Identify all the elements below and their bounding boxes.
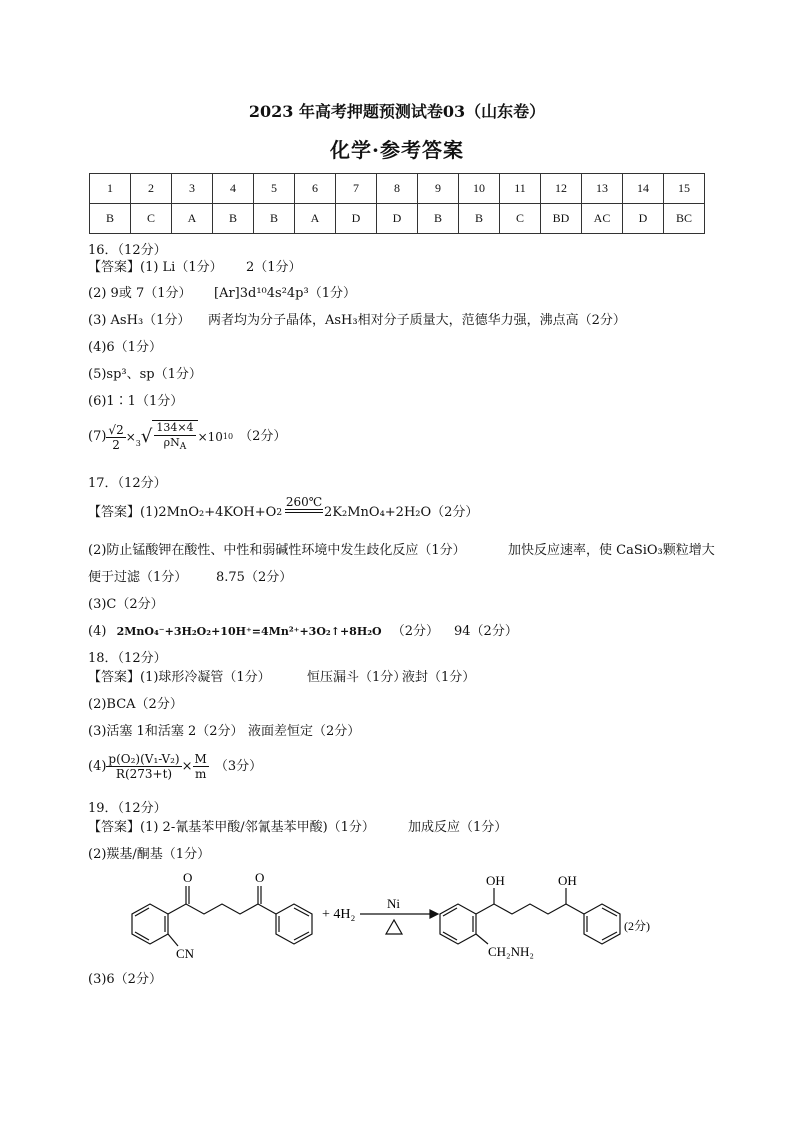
- q18-answer-4-times: ×: [181, 758, 193, 774]
- product-chain: [476, 904, 566, 914]
- q17-answer-5: [88, 624, 439, 640]
- question-number-cell: 8: [377, 174, 418, 204]
- product-oh2: OH: [558, 873, 577, 888]
- q17-heading: 17．（12分）: [88, 476, 167, 491]
- q16-answer-7-times: ×10: [197, 430, 223, 445]
- answer-cell: C: [131, 204, 172, 234]
- answer-cell: D: [336, 204, 377, 234]
- q19-heading: 19．（12分）: [88, 801, 167, 816]
- q16-answer-7-numerator: √2: [108, 422, 124, 437]
- q18-answer-4-denominator: R(273+t): [115, 767, 173, 781]
- q18-answer-2: (2)BCA（2分）: [88, 697, 183, 712]
- q17-answer-1-subscript: 2: [276, 508, 283, 518]
- q16-answer-7-root-numerator: 134×4: [156, 421, 194, 434]
- answer-table: [89, 173, 705, 234]
- question-number-cell: 13: [582, 174, 623, 204]
- reactant-cn-label: CN: [176, 946, 195, 961]
- reactant-ketone-o2: O: [255, 870, 265, 885]
- product-oh1: OH: [486, 873, 505, 888]
- question-number-cell: 2: [131, 174, 172, 204]
- q16-answer-4: (4)6（1分）: [88, 340, 162, 355]
- q18-answer-4-fraction2: [193, 752, 209, 781]
- catalyst-ni: Ni: [387, 896, 400, 911]
- answer-cell: B: [90, 204, 131, 234]
- q16-answer-7-exponent: 10: [222, 432, 234, 442]
- q16-answer-3b: 两者均为分子晶体，AsH₃相对分子质量大，范德华力强，沸点高（2分）: [208, 313, 626, 328]
- question-number-cell: 10: [459, 174, 500, 204]
- q18-answer-4-numerator2: M: [194, 752, 207, 766]
- q18-answer-4-prefix: (4): [88, 758, 107, 774]
- answer-cell: BC: [664, 204, 705, 234]
- answer-cell: D: [377, 204, 418, 234]
- question-number-cell: 7: [336, 174, 377, 204]
- q16-answer-2a: (2) 9或 7（1分）: [88, 286, 192, 301]
- question-number-cell: 5: [254, 174, 295, 204]
- q17-answer-4: (3)C（2分）: [88, 597, 164, 612]
- q18-answer-4: [88, 752, 262, 781]
- answer-cell: A: [295, 204, 336, 234]
- q16-answer-3a: (3) AsH₃（1分）: [88, 313, 191, 328]
- answer-cell: B: [213, 204, 254, 234]
- answer-cell: A: [172, 204, 213, 234]
- q16-answer-7-root: [152, 420, 197, 454]
- q16-answer-7: (7) $\frac{√2}{2}$ × $_3$ √ $\frac{134\times 4}{\rho N_A}$ ×10 10 （2分）: [88, 421, 287, 453]
- reactant-chain: [168, 904, 258, 914]
- reactant-benzene-ring: [132, 904, 168, 944]
- q18-answer-4-score: （3分）: [214, 758, 263, 774]
- q17-answer-5-prefix: (4): [88, 624, 107, 639]
- question-number-cell: 11: [500, 174, 541, 204]
- q16-answer-6: (6)1∶1（1分）: [88, 394, 184, 409]
- answer-cell: AC: [582, 204, 623, 234]
- q19-answer-1b: 加成反应（1分）: [408, 820, 508, 835]
- q18-heading: 18．（12分）: [88, 651, 167, 666]
- q16-answer-7-prefix: (7): [88, 429, 107, 445]
- q16-heading: 16．（12分）: [88, 243, 167, 258]
- q16-answer-1b: 2（1分）: [246, 260, 302, 275]
- q17-answer-2a: (2)防止锰酸钾在酸性、中性和弱碱性环境中发生歧化反应（1分）: [88, 543, 466, 558]
- q17-answer-5-equation: 2MnO₄⁻+3H₂O₂+10H⁺=4Mn²⁺+3O₂↑+8H₂O: [116, 625, 382, 638]
- question-number-cell: 3: [172, 174, 213, 204]
- q17-answer-2b: 加快反应速率，使 CaSiO₃颗粒增大: [508, 543, 715, 558]
- q19-answer-3: (3)6（2分）: [88, 972, 162, 987]
- q16-answer-7-denominator: 2: [112, 437, 120, 452]
- answer-cell: B: [459, 204, 500, 234]
- product-benzene-ring: [440, 904, 476, 944]
- page-subtitle: 化学·参考答案: [330, 138, 464, 162]
- q16-answer-7-root-denominator: $\rho N_A$: [163, 436, 187, 453]
- q16-answer-7-fraction: [106, 423, 125, 452]
- answer-cell: B: [418, 204, 459, 234]
- q18-answer-4-denominator2: m: [194, 767, 207, 781]
- question-number-cell: 1: [90, 174, 131, 204]
- q16-answer-7-root-index: 3: [135, 439, 141, 449]
- q17-answer-1: [88, 495, 479, 521]
- product-ch2nh2: CH₂NH₂: [488, 944, 534, 959]
- q17-answer-1-condition: 260℃: [285, 496, 323, 513]
- q17-answer-1-prefix: 【答案】(1)2MnO₂+4KOH+O: [88, 505, 277, 520]
- question-number-cell: 12: [541, 174, 582, 204]
- q18-answer-1b: 恒压漏斗（1分）: [307, 670, 407, 685]
- product-phenyl-ring: [584, 904, 620, 944]
- q17-answer-5b: 94（2分）: [454, 624, 518, 639]
- q16-answer-1a: 【答案】(1) Li（1分）: [88, 260, 223, 275]
- answer-cell: B: [254, 204, 295, 234]
- answer-cell: D: [623, 204, 664, 234]
- q18-answer-3a: (3)活塞 1和活塞 2（2分）: [88, 724, 244, 739]
- heat-triangle: [386, 920, 402, 934]
- q16-answer-7-score: （2分）: [239, 429, 287, 445]
- q18-answer-3b: 液面差恒定（2分）: [248, 724, 361, 739]
- q18-answer-4-numerator: p(O₂)(V₁-V₂): [108, 752, 180, 766]
- answer-table-number-row: [90, 174, 705, 204]
- question-number-cell: 15: [664, 174, 705, 204]
- reactant-phenyl-ring: [276, 904, 312, 944]
- reaction-score: (2分): [624, 919, 650, 933]
- answer-cell: BD: [541, 204, 582, 234]
- q19-answer-1a: 【答案】(1) 2-氰基苯甲酸/邻氰基苯甲酸)（1分）: [88, 820, 375, 835]
- page-title: 2023 年高考押题预测试卷03（山东卷）: [248, 102, 546, 121]
- q19-answer-2: (2)羰基/酮基（1分）: [88, 847, 211, 862]
- reactant-ketone-o1: O: [183, 870, 193, 885]
- question-number-cell: 14: [623, 174, 664, 204]
- q17-answer-3b: 8.75（2分）: [216, 570, 293, 585]
- reagent-h2: + 4H₂: [322, 907, 356, 922]
- q16-answer-5: (5)sp³、sp（1分）: [88, 367, 202, 382]
- q18-answer-1a: 【答案】(1)球形冷凝管（1分）: [88, 670, 271, 685]
- q19-reaction-scheme: [60, 868, 680, 968]
- q17-answer-1-suffix: 2K₂MnO₄+2H₂O（2分）: [324, 505, 479, 520]
- question-number-cell: 4: [213, 174, 254, 204]
- question-number-cell: 9: [418, 174, 459, 204]
- q17-answer-5-score: （2分）: [391, 624, 440, 639]
- q18-answer-1c: 液封（1分）: [402, 670, 476, 685]
- answer-table-answer-row: [90, 204, 705, 234]
- answer-cell: C: [500, 204, 541, 234]
- q16-answer-2b: [Ar]3d¹⁰4s²4p³（1分）: [214, 286, 356, 301]
- question-number-cell: 6: [295, 174, 336, 204]
- q18-answer-4-fraction: [106, 752, 181, 781]
- reaction-arrow-head: [430, 910, 438, 918]
- q17-answer-3a: 便于过滤（1分）: [88, 570, 188, 585]
